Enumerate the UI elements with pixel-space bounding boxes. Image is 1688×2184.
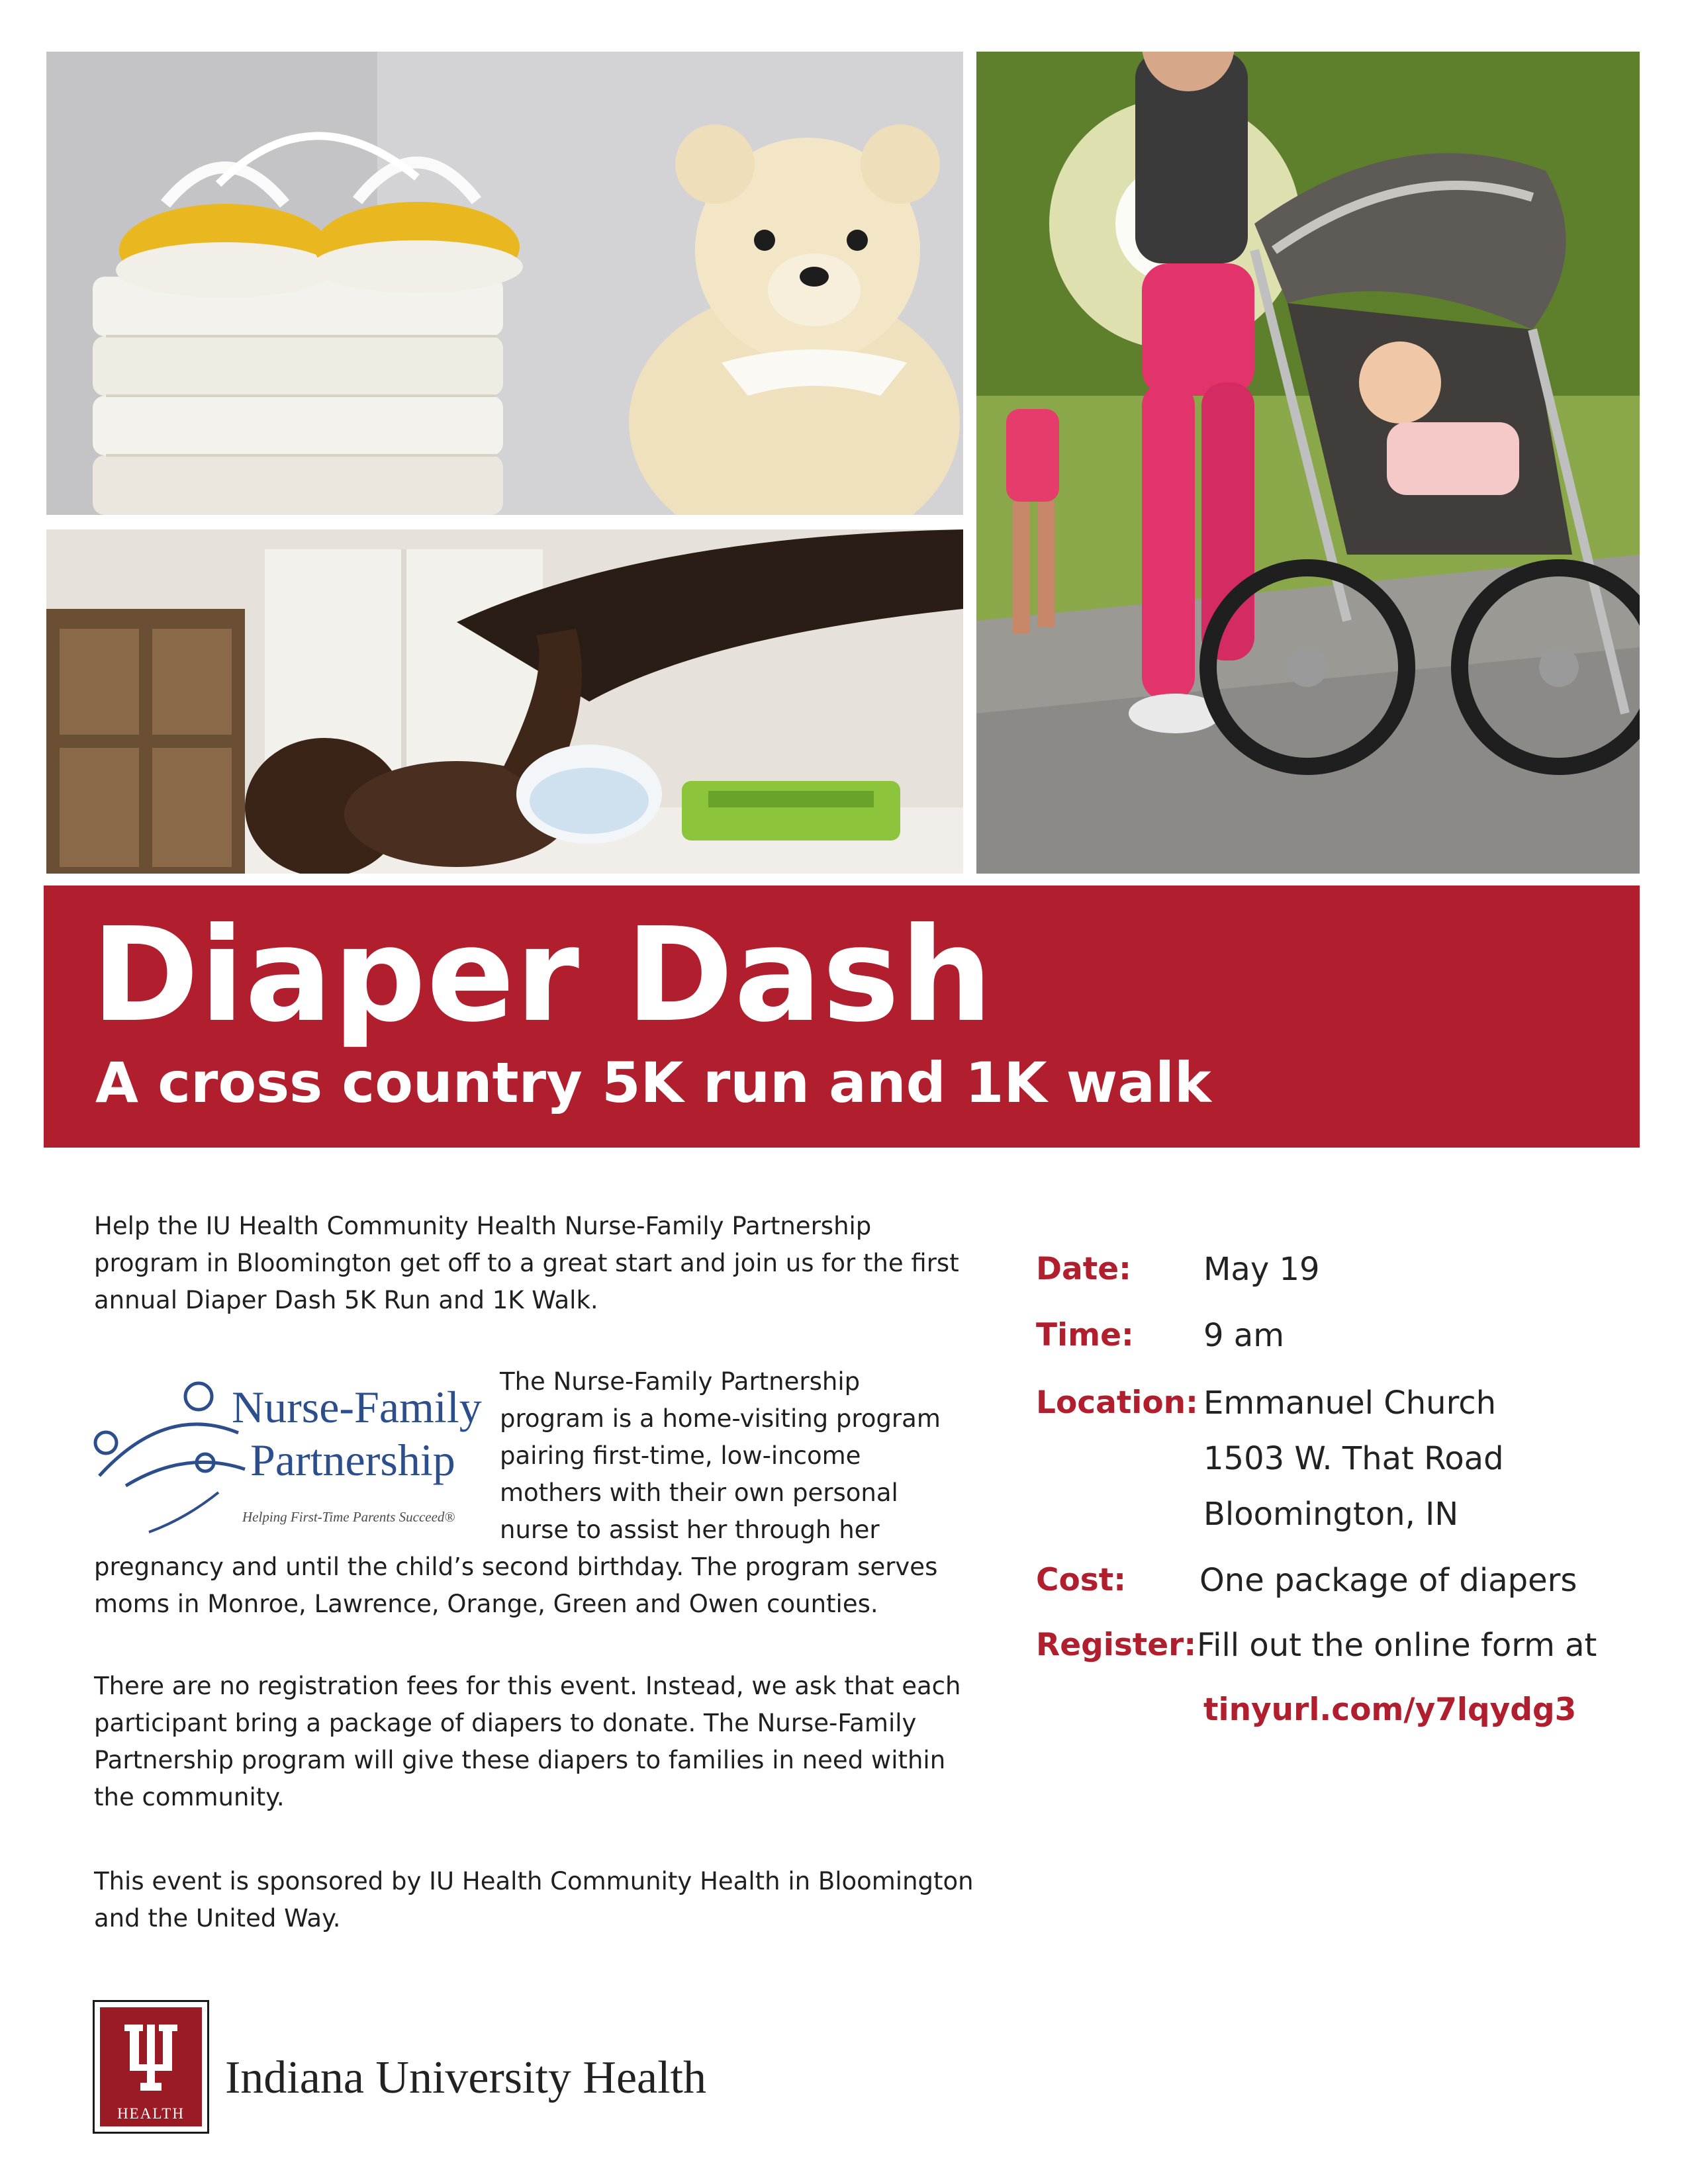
cost-value: One package of diapers — [1199, 1562, 1577, 1599]
indiana-university-health-wordmark: Indiana University Health — [225, 2052, 707, 2103]
location-line: Bloomington, IN — [1203, 1496, 1459, 1533]
event-title: Diaper Dash — [91, 900, 994, 1051]
iu-trident-icon — [118, 2018, 184, 2097]
nfp-description-continued — [94, 1549, 937, 1623]
nfp-logo-tagline: Helping First-Time Parents Succeed® — [242, 1509, 455, 1525]
nfp-description-line: pregnancy and until the child’s second birthday. The program serves — [94, 1553, 938, 1581]
sponsor-line: and the United Way. — [94, 1904, 341, 1933]
intro-line: annual Diaper Dash 5K Run and 1K Walk. — [94, 1286, 598, 1314]
iu-logo-health-word: HEALTH — [117, 2105, 185, 2122]
intro-line: program in Bloomington get off to a great start and join us for the first — [94, 1249, 959, 1277]
intro-line: Help the IU Health Community Health Nurse-Family Partnership — [94, 1212, 872, 1240]
nfp-description-line: nurse to assist her through her — [500, 1516, 880, 1544]
date-value: May 19 — [1203, 1251, 1320, 1288]
photo-baby-shoes-diapers-teddy-bear — [46, 52, 963, 515]
intro-paragraph — [94, 1208, 959, 1319]
time-label: Time: — [1036, 1317, 1134, 1353]
register-instructions: Fill out the online form at — [1197, 1627, 1597, 1664]
fees-line: the community. — [94, 1783, 285, 1811]
nfp-description-line: program is a home-visiting program — [500, 1404, 941, 1433]
nfp-description-line: moms in Monroe, Lawrence, Orange, Green and Owen counties. — [94, 1590, 878, 1618]
date-label: Date: — [1036, 1251, 1131, 1287]
fees-line: Partnership program will give these diapers to families in need within — [94, 1746, 946, 1774]
location-label: Location: — [1036, 1385, 1198, 1421]
fees-line: participant bring a package of diapers to donate. The Nurse-Family — [94, 1709, 917, 1737]
iu-health-logo-mark — [93, 2000, 209, 2134]
cost-label: Cost: — [1036, 1562, 1127, 1598]
location-line: Emmanuel Church — [1203, 1385, 1497, 1422]
time-value: 9 am — [1203, 1317, 1284, 1354]
nfp-description-line: mothers with their own personal — [500, 1479, 898, 1507]
fees-paragraph — [94, 1668, 961, 1816]
nfp-description-wrapped — [500, 1363, 941, 1549]
sponsor-line: This event is sponsored by IU Health Community Health in Bloomington — [94, 1867, 974, 1895]
event-subtitle: A cross country 5K run and 1K walk — [95, 1050, 1211, 1115]
nfp-logo-word-nurse-family: Nurse-Family — [232, 1382, 482, 1432]
nfp-description-line: pairing first-time, low-income — [500, 1441, 861, 1470]
nfp-logo-word-partnership: Partnership — [250, 1435, 455, 1485]
photo-baby-diaper-change — [46, 529, 963, 874]
nfp-description-line: The Nurse-Family Partnership — [500, 1367, 861, 1396]
location-line: 1503 W. That Road — [1203, 1440, 1504, 1477]
register-label: Register: — [1036, 1627, 1197, 1663]
photo-mother-jogging-with-stroller — [976, 52, 1640, 874]
title-banner — [44, 886, 1640, 1148]
registration-link[interactable]: tinyurl.com/y7lqydg3 — [1203, 1692, 1577, 1728]
sponsor-paragraph — [94, 1863, 974, 1937]
nurse-family-partnership-logo — [86, 1377, 496, 1542]
fees-line: There are no registration fees for this event. Instead, we ask that each — [94, 1672, 961, 1700]
